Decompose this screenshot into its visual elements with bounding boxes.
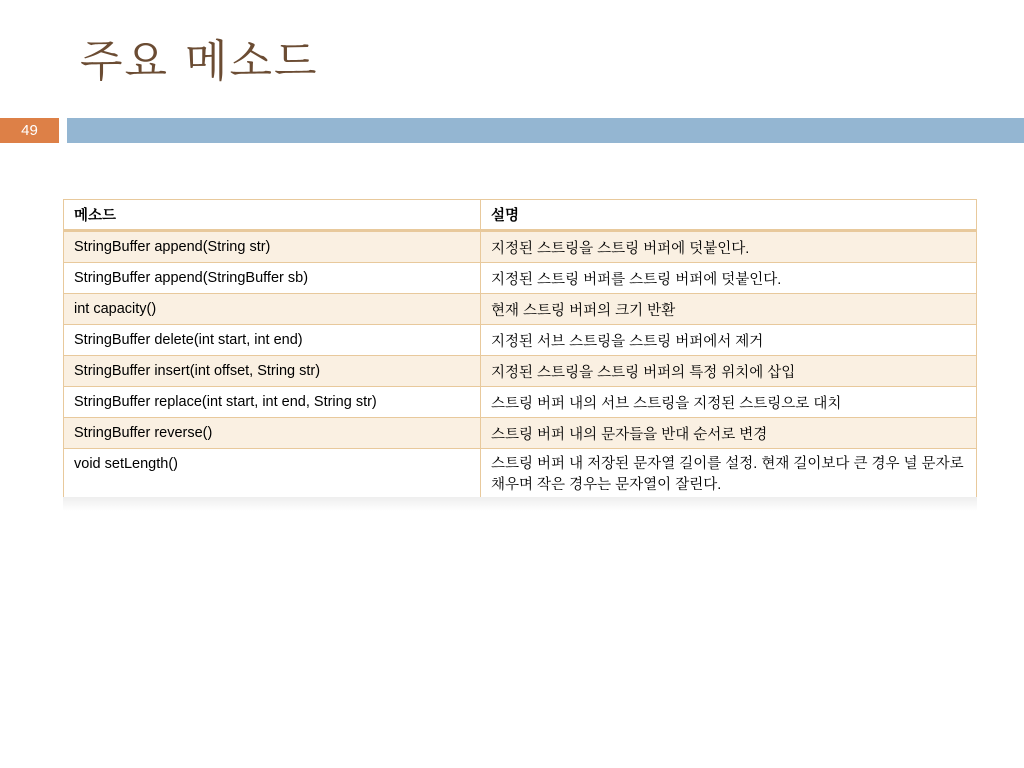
- header-accent-bar: [67, 118, 1024, 143]
- table-row: [64, 231, 977, 263]
- table-header-row: [64, 200, 977, 231]
- table-row: [64, 325, 977, 356]
- method-cell: StringBuffer append(String str): [64, 231, 481, 263]
- description-cell: 스트링 버퍼 내의 문자들을 반대 순서로 변경: [481, 418, 977, 449]
- page-number: 49: [0, 118, 59, 143]
- table-row: [64, 387, 977, 418]
- description-cell: 현재 스트링 버퍼의 크기 반환: [481, 294, 977, 325]
- method-cell: StringBuffer delete(int start, int end): [64, 325, 481, 356]
- header-description: 설명: [481, 200, 977, 231]
- description-cell: 지정된 스트링을 스트링 버퍼의 특정 위치에 삽입: [481, 356, 977, 387]
- slide-title: 주요 메소드: [80, 36, 319, 87]
- method-cell: StringBuffer append(StringBuffer sb): [64, 263, 481, 294]
- method-cell: void setLength(): [64, 449, 481, 503]
- description-cell: 스트링 버퍼 내 저장된 문자열 길이를 설정. 현재 길이보다 큰 경우 널 문자로 채우며 작은 경우는 문자열이 잘린다.: [481, 449, 977, 503]
- table-row: [64, 449, 977, 503]
- method-cell: StringBuffer insert(int offset, String str): [64, 356, 481, 387]
- method-cell: int capacity(): [64, 294, 481, 325]
- description-cell: 지정된 스트링 버퍼를 스트링 버퍼에 덧붙인다.: [481, 263, 977, 294]
- method-cell: StringBuffer reverse(): [64, 418, 481, 449]
- header-method: 메소드: [64, 200, 481, 231]
- description-cell: 스트링 버퍼 내의 서브 스트링을 지정된 스트링으로 대치: [481, 387, 977, 418]
- table-row: [64, 263, 977, 294]
- table-row: [64, 418, 977, 449]
- table-row: [64, 356, 977, 387]
- methods-table: [63, 199, 977, 503]
- table-row: [64, 294, 977, 325]
- description-cell: 지정된 스트링을 스트링 버퍼에 덧붙인다.: [481, 231, 977, 263]
- description-cell: 지정된 서브 스트링을 스트링 버퍼에서 제거: [481, 325, 977, 356]
- method-cell: StringBuffer replace(int start, int end, String str): [64, 387, 481, 418]
- table-shadow: [63, 497, 977, 511]
